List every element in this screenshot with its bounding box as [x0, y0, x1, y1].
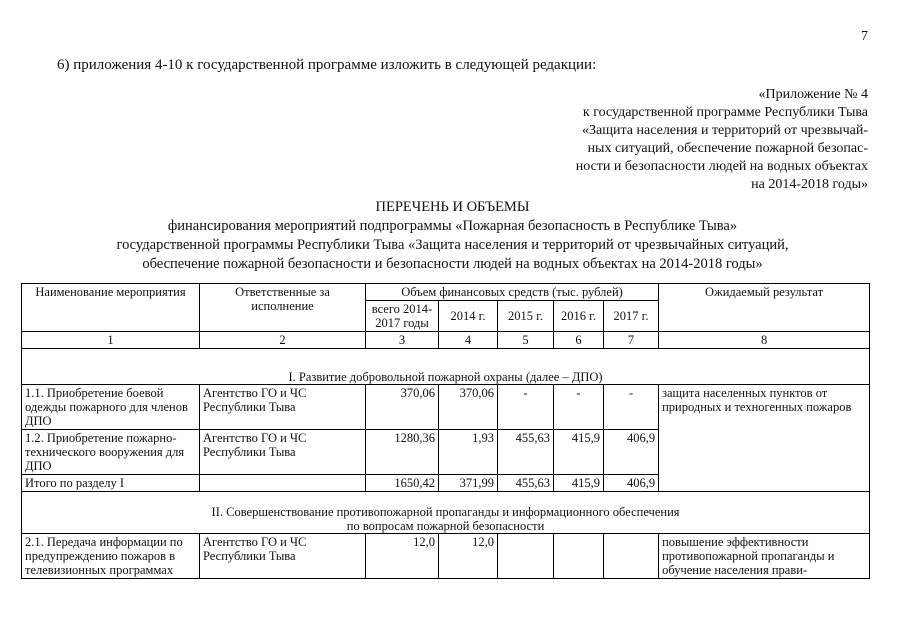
row-2015	[498, 534, 554, 579]
row-total: 370,06	[366, 385, 439, 430]
column-numbers-row	[22, 332, 870, 349]
row-total: 1280,36	[366, 430, 439, 475]
subtotal-2015: 455,63	[498, 475, 554, 492]
title-line: ПЕРЕЧЕНЬ И ОБЪЕМЫ	[375, 199, 530, 215]
row-responsible: Агентство ГО и ЧС Республики Тыва	[200, 430, 366, 475]
header-2014: 2014 г.	[439, 301, 498, 332]
appendix-header	[548, 86, 868, 194]
row-name: 1.1. Приобретение боевой одежды пожарного для членов ДПО	[22, 385, 200, 430]
title-line: финансирования мероприятий подпрограммы «Пожарная безопасность в Республике Тыва»	[167, 218, 738, 234]
section-2-title-line: II. Совершенствование противопожарной пропаганды и информационного обеспечения	[211, 505, 680, 519]
appendix-line: ных ситуаций, обеспечение пожарной безопас-	[587, 141, 868, 156]
table-row	[22, 534, 870, 579]
section-title-row	[22, 492, 870, 534]
title-line: обеспечение пожарной безопасности и безопасности людей на водных объектах на 2014-2018 годы»	[142, 256, 763, 272]
header-result: Ожидаемый результат	[659, 284, 870, 332]
section-1-title: I. Развитие добровольной пожарной охраны (далее – ДПО)	[22, 349, 870, 385]
row-total: 12,0	[366, 534, 439, 579]
section-2-title	[22, 492, 870, 534]
column-number: 1	[22, 332, 200, 349]
appendix-line: к государственной программе Республики Тыва	[582, 105, 868, 120]
subtotal-2017: 406,9	[604, 475, 659, 492]
subtotal-empty	[200, 475, 366, 492]
column-number: 5	[498, 332, 554, 349]
column-number: 3	[366, 332, 439, 349]
column-number: 7	[604, 332, 659, 349]
appendix-line: ности и безопасности людей на водных объектах	[575, 159, 868, 174]
column-number: 8	[659, 332, 870, 349]
row-2014: 370,06	[439, 385, 498, 430]
row-responsible: Агентство ГО и ЧС Республики Тыва	[200, 385, 366, 430]
subtotal-total: 1650,42	[366, 475, 439, 492]
row-2017: -	[604, 385, 659, 430]
section-2-title-line: по вопросам пожарной безопасности	[346, 519, 545, 533]
document-title	[0, 198, 905, 274]
section-title-row	[22, 349, 870, 385]
column-number: 6	[554, 332, 604, 349]
funding-table	[21, 283, 870, 579]
row-2016	[554, 534, 604, 579]
column-number: 4	[439, 332, 498, 349]
row-result: защита населенных пунктов от природных и техногенных пожаров	[659, 385, 870, 492]
header-name: Наименование мероприятия	[22, 284, 200, 332]
appendix-line: «Защита населения и территорий от чрезвычай-	[582, 123, 868, 138]
appendix-line: «Приложение № 4	[758, 87, 868, 102]
row-2017: 406,9	[604, 430, 659, 475]
header-2016: 2016 г.	[554, 301, 604, 332]
row-name: 2.1. Передача информации по предупреждению пожаров в телевизионных программах	[22, 534, 200, 579]
title-line: государственной программы Республики Тыва «Защита населения и территорий от чрезвычайных ситуаций,	[116, 237, 789, 253]
row-2016: -	[554, 385, 604, 430]
table-row	[22, 385, 870, 430]
page-number: 7	[861, 29, 868, 44]
row-2017	[604, 534, 659, 579]
column-number: 2	[200, 332, 366, 349]
header-funding: Объем финансовых средств (тыс. рублей)	[366, 284, 659, 301]
header-responsible: Ответственные за исполнение	[200, 284, 366, 332]
intro-paragraph: 6) приложения 4-10 к государственной программе изложить в следующей редакции:	[57, 57, 597, 73]
row-responsible: Агентство ГО и ЧС Республики Тыва	[200, 534, 366, 579]
subtotal-label: Итого по разделу I	[22, 475, 200, 492]
row-2014: 1,93	[439, 430, 498, 475]
subtotal-2016: 415,9	[554, 475, 604, 492]
header-2015: 2015 г.	[498, 301, 554, 332]
row-2015: 455,63	[498, 430, 554, 475]
row-2015: -	[498, 385, 554, 430]
subtotal-2014: 371,99	[439, 475, 498, 492]
row-name: 1.2. Приобретение пожарно-технического вооружения для ДПО	[22, 430, 200, 475]
row-result: повышение эффективности противопожарной пропаганды и обучение населения прави-	[659, 534, 870, 579]
header-total: всего 2014-2017 годы	[366, 301, 439, 332]
header-row	[22, 284, 870, 301]
row-2014: 12,0	[439, 534, 498, 579]
row-2016: 415,9	[554, 430, 604, 475]
header-2017: 2017 г.	[604, 301, 659, 332]
appendix-line: на 2014-2018 годы»	[751, 177, 868, 192]
